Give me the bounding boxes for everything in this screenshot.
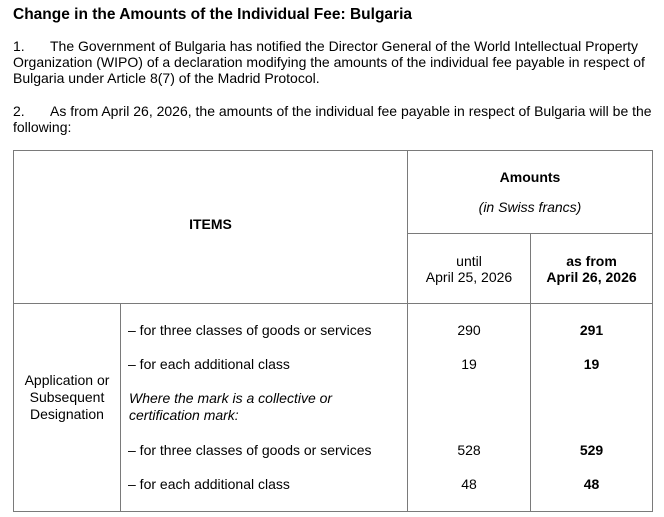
- from-value: 291: [579, 322, 604, 338]
- until-value: 48: [461, 476, 477, 492]
- desc-additional-class: – for each additional class: [128, 356, 290, 372]
- from-values-cell: [531, 304, 653, 512]
- row-label-cell: [14, 304, 121, 512]
- until-header-cell: [408, 234, 531, 304]
- from-header-cell: [531, 234, 653, 304]
- row-label-line3: Designation: [30, 406, 104, 422]
- items-header-cell: [14, 151, 408, 304]
- desc-collective-three-classes: – for three classes of goods or services: [128, 442, 372, 458]
- row-label: [14, 372, 120, 423]
- row-label-line1: Application or: [24, 372, 110, 388]
- paragraph-text: The Government of Bulgaria has notified the Director General of the World Intellectual Property Organization (WIPO) of a declaration modifying the amounts of the individual fee payable in respect of Bulgaria under Article 8(7) of the Madrid Protocol.: [13, 38, 645, 86]
- desc-collective-additional-class: – for each additional class: [128, 476, 290, 492]
- from-value: 19: [583, 356, 600, 372]
- paragraph-text: As from April 26, 2026, the amounts of the individual fee payable in respect of Bulgaria will be the following:: [13, 103, 652, 135]
- paragraph-number: 1.: [13, 38, 25, 54]
- until-header-line2: April 25, 2026: [425, 268, 513, 285]
- from-header-line2: April 26, 2026: [546, 268, 637, 285]
- desc-three-classes: – for three classes of goods or services: [128, 322, 372, 338]
- amounts-subheader: (in Swiss francs): [478, 199, 582, 215]
- paragraph-2: [13, 103, 653, 135]
- page-title: Change in the Amounts of the Individual Fee: Bulgaria: [13, 6, 413, 23]
- amounts-header-cell: [408, 151, 653, 234]
- desc-collective-line1: Where the mark is a collective or: [129, 390, 333, 406]
- description-cell: [121, 304, 408, 512]
- until-value: 290: [457, 322, 481, 338]
- fee-table: [13, 150, 653, 512]
- paragraph-number: 2.: [13, 103, 25, 119]
- from-value: 529: [579, 442, 604, 458]
- until-value: 19: [461, 356, 477, 372]
- desc-collective-line2: certification mark:: [129, 407, 239, 423]
- from-value: 48: [583, 476, 600, 492]
- amounts-header: Amounts: [499, 169, 561, 185]
- until-value: 528: [457, 442, 481, 458]
- until-header-line1: until: [456, 252, 482, 269]
- from-header-line1: as from: [566, 252, 617, 269]
- items-header: ITEMS: [189, 216, 232, 232]
- row-label-line2: Subsequent: [29, 389, 105, 405]
- desc-collective-note: [129, 390, 332, 424]
- paragraph-1: [13, 38, 653, 86]
- until-values-cell: [408, 304, 531, 512]
